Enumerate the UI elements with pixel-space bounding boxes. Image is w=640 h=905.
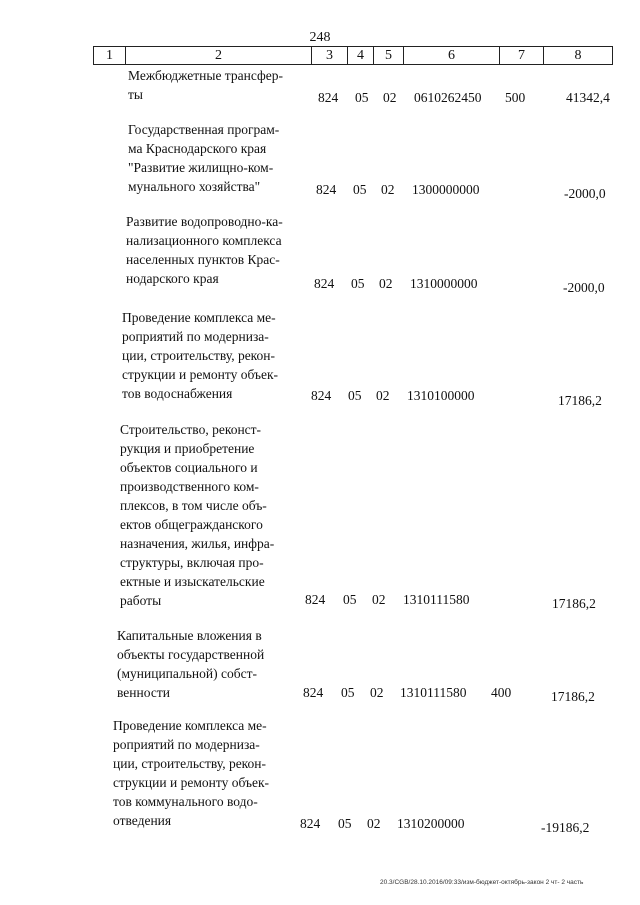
row-col-4: 05 (341, 685, 355, 700)
description-line: тов водоснабжения (122, 386, 233, 401)
row-col-4: 05 (343, 592, 357, 607)
row-col-8: -19186,2 (541, 820, 590, 835)
description-line: (муниципальной) собст- (117, 666, 257, 681)
table-header-row (93, 46, 613, 65)
page-number: 248 (309, 30, 331, 45)
description-line: работы (120, 593, 162, 608)
description-line: струкции и ремонту объек- (122, 367, 279, 382)
row-col-4: 05 (355, 90, 369, 105)
row-col-5: 02 (381, 182, 395, 197)
footer-note: 20.3/CGB/28.10.2016/09:33/изм-бюджет-октябрь-закон 2 чт- 2 часть (380, 879, 584, 886)
description-line: венности (117, 685, 170, 700)
row-description (128, 120, 306, 196)
description-line: Проведение комплекса ме- (113, 718, 267, 733)
description-line: роприятий по модерниза- (122, 329, 269, 344)
description-line: назначения, жилья, инфра- (120, 536, 275, 551)
description-line: "Развитие жилищно-ком- (128, 160, 274, 175)
description-line: структуры, включая про- (120, 555, 264, 570)
row-col-7: 400 (491, 685, 512, 700)
description-line: рукция и приобретение (120, 441, 255, 456)
column-header-1: 1 (94, 47, 126, 64)
row-col-6: 1310200000 (397, 816, 465, 831)
description-line: производственного ком- (120, 479, 259, 494)
description-line: тов коммунального водо- (113, 794, 258, 809)
row-col-5: 02 (376, 388, 390, 403)
description-line: ты (128, 87, 143, 102)
row-col-7: 500 (505, 90, 526, 105)
row-col-4: 05 (353, 182, 367, 197)
description-line: Строительство, реконст- (120, 422, 262, 437)
row-col-3: 824 (314, 276, 335, 291)
row-col-3: 824 (300, 816, 321, 831)
row-col-5: 02 (372, 592, 386, 607)
description-line: нодарского края (126, 271, 219, 286)
row-col-4: 05 (351, 276, 365, 291)
description-line: ции, строительству, рекон- (113, 756, 267, 771)
description-line: Развитие водопроводно-ка- (126, 214, 283, 229)
column-header-2: 2 (126, 47, 312, 64)
row-description (113, 716, 293, 830)
description-line: мунального хозяйства" (128, 179, 261, 194)
row-col-5: 02 (367, 816, 381, 831)
row-col-6: 1310111580 (403, 592, 470, 607)
row-description (117, 626, 297, 702)
column-header-3: 3 (312, 47, 348, 64)
description-line: объектов социального и (120, 460, 258, 475)
description-line: нализационного комплекса (126, 233, 282, 248)
description-line: объекты государственной (117, 647, 265, 662)
column-header-7: 7 (500, 47, 544, 64)
row-description (126, 212, 306, 288)
description-line: населенных пунктов Крас- (126, 252, 280, 267)
row-col-6: 1310111580 (400, 685, 467, 700)
row-description (120, 420, 296, 610)
description-line: ектов общегражданского (120, 517, 263, 532)
row-col-3: 824 (305, 592, 326, 607)
row-col-3: 824 (318, 90, 339, 105)
description-line: Межбюджетные трансфер- (128, 68, 283, 83)
row-col-3: 824 (311, 388, 332, 403)
row-col-6: 0610262450 (414, 90, 482, 105)
row-col-8: 17186,2 (551, 689, 595, 704)
row-col-5: 02 (379, 276, 393, 291)
column-header-8: 8 (574, 48, 582, 63)
row-col-8: 17186,2 (552, 596, 596, 611)
description-line: Проведение комплекса ме- (122, 310, 276, 325)
row-col-3: 824 (316, 182, 337, 197)
description-line: ции, строительству, рекон- (122, 348, 276, 363)
row-col-6: 1310000000 (410, 276, 478, 291)
description-line: ма Краснодарского края (128, 141, 267, 156)
row-col-8: 41342,4 (566, 90, 610, 105)
column-header-6: 6 (404, 47, 500, 64)
row-col-5: 02 (383, 90, 397, 105)
description-line: струкции и ремонту объек- (113, 775, 270, 790)
row-description (122, 308, 302, 403)
row-description (128, 66, 306, 104)
row-col-5: 02 (370, 685, 384, 700)
description-line: отведения (113, 813, 172, 828)
row-col-6: 1310100000 (407, 388, 475, 403)
row-col-8: -2000,0 (563, 280, 605, 295)
row-col-3: 824 (303, 685, 324, 700)
column-header-5: 5 (374, 47, 404, 64)
row-col-8: 17186,2 (558, 393, 602, 408)
description-line: роприятий по модерниза- (113, 737, 260, 752)
description-line: Капитальные вложения в (117, 628, 262, 643)
column-header-4: 4 (348, 47, 374, 64)
row-col-4: 05 (348, 388, 362, 403)
row-col-8: -2000,0 (564, 186, 606, 201)
row-col-6: 1300000000 (412, 182, 480, 197)
description-line: Государственная програм- (128, 122, 280, 137)
row-col-4: 05 (338, 816, 352, 831)
description-line: ектные и изыскательские (120, 574, 265, 589)
description-line: плексов, в том числе объ- (120, 498, 267, 513)
